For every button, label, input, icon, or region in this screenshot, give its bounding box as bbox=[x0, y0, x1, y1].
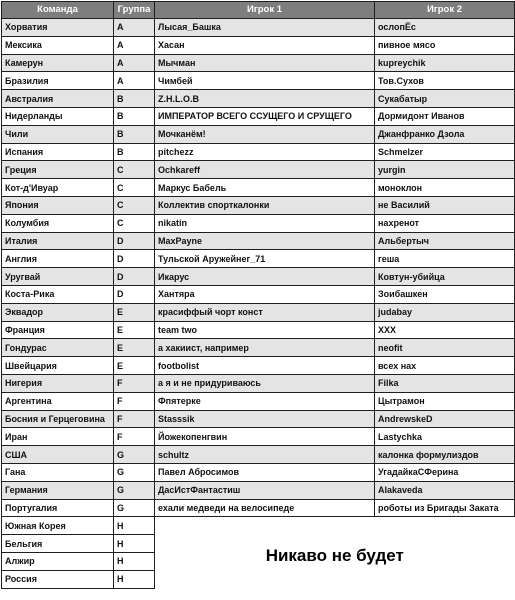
player2-cell: neofit bbox=[375, 339, 515, 357]
table-row bbox=[2, 36, 515, 54]
player1-cell: Stasssik bbox=[155, 410, 375, 428]
player2-cell: Schmelzer bbox=[375, 143, 515, 161]
team-cell: Эквадор bbox=[2, 303, 114, 321]
table-row bbox=[2, 481, 515, 499]
player2-cell: моноклон bbox=[375, 179, 515, 197]
team-cell: Кот-д'Ивуар bbox=[2, 179, 114, 197]
player2-cell: Alakaveda bbox=[375, 481, 515, 499]
group-cell: A bbox=[114, 54, 155, 72]
team-cell: Хорватия bbox=[2, 19, 114, 37]
player2-cell: Сукабатыр bbox=[375, 90, 515, 108]
group-cell: C bbox=[114, 179, 155, 197]
player1-cell: Коллектив спорткалонки bbox=[155, 196, 375, 214]
player2-cell: Джанфранко Дзола bbox=[375, 125, 515, 143]
player2-cell: judabay bbox=[375, 303, 515, 321]
table-row bbox=[2, 410, 515, 428]
team-cell: Колумбия bbox=[2, 214, 114, 232]
team-cell: Бельгия bbox=[2, 535, 114, 553]
group-cell: C bbox=[114, 214, 155, 232]
team-cell: Алжир bbox=[2, 552, 114, 570]
group-cell: F bbox=[114, 374, 155, 392]
player2-cell: всех нах bbox=[375, 357, 515, 375]
group-cell: H bbox=[114, 570, 155, 588]
team-cell: Греция bbox=[2, 161, 114, 179]
note-area bbox=[155, 517, 515, 588]
table-row bbox=[2, 214, 515, 232]
team-cell: Бразилия bbox=[2, 72, 114, 90]
player1-cell: Мочканём! bbox=[155, 125, 375, 143]
group-cell: G bbox=[114, 446, 155, 464]
player2-cell: Альбертыч bbox=[375, 232, 515, 250]
draw-table bbox=[1, 1, 515, 589]
team-cell: Англия bbox=[2, 250, 114, 268]
player2-cell: нахренот bbox=[375, 214, 515, 232]
player1-cell: Лысая_Башка bbox=[155, 19, 375, 37]
player1-cell: Мычман bbox=[155, 54, 375, 72]
table-row bbox=[2, 179, 515, 197]
team-cell: Нигерия bbox=[2, 374, 114, 392]
group-cell: E bbox=[114, 357, 155, 375]
note-text: Никаво не будет bbox=[265, 545, 404, 565]
table-row bbox=[2, 143, 515, 161]
player2-cell: yurgin bbox=[375, 161, 515, 179]
player1-cell: Чимбей bbox=[155, 72, 375, 90]
player1-cell: а я и не придуриваюсь bbox=[155, 374, 375, 392]
player1-cell: pitchezz bbox=[155, 143, 375, 161]
player2-cell: геша bbox=[375, 250, 515, 268]
table-row bbox=[2, 321, 515, 339]
player2-cell: Цытрамон bbox=[375, 392, 515, 410]
team-cell: Южная Корея bbox=[2, 517, 114, 535]
group-cell: C bbox=[114, 161, 155, 179]
table-row bbox=[2, 90, 515, 108]
player1-cell: ИМПЕРАТОР ВСЕГО ССУЩЕГО И СРУЩЕГО bbox=[155, 107, 375, 125]
player2-cell: Дормидонт Иванов bbox=[375, 107, 515, 125]
player2-cell: Lastychka bbox=[375, 428, 515, 446]
player1-cell: schultz bbox=[155, 446, 375, 464]
player2-cell: XXX bbox=[375, 321, 515, 339]
table-row bbox=[2, 19, 515, 37]
group-cell: E bbox=[114, 339, 155, 357]
group-cell: H bbox=[114, 535, 155, 553]
group-cell: D bbox=[114, 268, 155, 286]
team-cell: Аргентина bbox=[2, 392, 114, 410]
group-cell: F bbox=[114, 410, 155, 428]
table-row-group-h bbox=[2, 517, 515, 535]
group-cell: B bbox=[114, 107, 155, 125]
group-cell: G bbox=[114, 481, 155, 499]
team-cell: Япония bbox=[2, 196, 114, 214]
table-row bbox=[2, 161, 515, 179]
table-row bbox=[2, 107, 515, 125]
player1-cell: Фпятерке bbox=[155, 392, 375, 410]
player2-cell: AndrewskeD bbox=[375, 410, 515, 428]
group-cell: A bbox=[114, 19, 155, 37]
table-row bbox=[2, 268, 515, 286]
team-cell: США bbox=[2, 446, 114, 464]
group-cell: A bbox=[114, 72, 155, 90]
team-cell: Чили bbox=[2, 125, 114, 143]
player1-cell: MaxPayne bbox=[155, 232, 375, 250]
team-cell: Уругвай bbox=[2, 268, 114, 286]
team-cell: Франция bbox=[2, 321, 114, 339]
player1-cell: Павел Абросимов bbox=[155, 463, 375, 481]
table-row bbox=[2, 125, 515, 143]
player2-cell: роботы из Бригады Заката bbox=[375, 499, 515, 517]
player1-cell: ДасИстФантастиш bbox=[155, 481, 375, 499]
player1-cell: Хантяра bbox=[155, 285, 375, 303]
table-row bbox=[2, 285, 515, 303]
table-row bbox=[2, 196, 515, 214]
table-row bbox=[2, 232, 515, 250]
player1-cell: Икарус bbox=[155, 268, 375, 286]
table-row bbox=[2, 499, 515, 517]
table-row bbox=[2, 250, 515, 268]
team-cell: Босния и Герцеговина bbox=[2, 410, 114, 428]
group-cell: F bbox=[114, 392, 155, 410]
table-row bbox=[2, 428, 515, 446]
team-cell: Австралия bbox=[2, 90, 114, 108]
player2-cell: Ковтун-убийца bbox=[375, 268, 515, 286]
team-cell: Швейцария bbox=[2, 357, 114, 375]
team-cell: Коста-Рика bbox=[2, 285, 114, 303]
player1-cell: Маркус Бабель bbox=[155, 179, 375, 197]
group-cell: E bbox=[114, 303, 155, 321]
player2-cell: ослопЁс bbox=[375, 19, 515, 37]
header-player2: Игрок 2 bbox=[375, 2, 515, 19]
team-cell: Нидерланды bbox=[2, 107, 114, 125]
table-row bbox=[2, 339, 515, 357]
player2-cell: УгадайкаСФерина bbox=[375, 463, 515, 481]
team-cell: Гана bbox=[2, 463, 114, 481]
table-row bbox=[2, 72, 515, 90]
table-row bbox=[2, 392, 515, 410]
table-row bbox=[2, 374, 515, 392]
player1-cell: а хакиист, например bbox=[155, 339, 375, 357]
team-cell: Россия bbox=[2, 570, 114, 588]
header-team: Команда bbox=[2, 2, 114, 19]
player2-cell: пивное мясо bbox=[375, 36, 515, 54]
team-cell: Германия bbox=[2, 481, 114, 499]
player1-cell: team two bbox=[155, 321, 375, 339]
table-row bbox=[2, 357, 515, 375]
group-cell: D bbox=[114, 285, 155, 303]
group-cell: E bbox=[114, 321, 155, 339]
team-cell: Иран bbox=[2, 428, 114, 446]
table-row bbox=[2, 54, 515, 72]
group-cell: G bbox=[114, 499, 155, 517]
player1-cell: footbolist bbox=[155, 357, 375, 375]
group-cell: G bbox=[114, 463, 155, 481]
group-cell: B bbox=[114, 90, 155, 108]
group-cell: B bbox=[114, 125, 155, 143]
group-cell: C bbox=[114, 196, 155, 214]
player2-cell: не Василий bbox=[375, 196, 515, 214]
player2-cell: Зоибашкен bbox=[375, 285, 515, 303]
player1-cell: Z.H.L.O.B bbox=[155, 90, 375, 108]
table-row bbox=[2, 303, 515, 321]
header-row bbox=[2, 2, 515, 19]
group-cell: A bbox=[114, 36, 155, 54]
player1-cell: Ochkareff bbox=[155, 161, 375, 179]
table-body bbox=[2, 19, 515, 589]
team-cell: Мексика bbox=[2, 36, 114, 54]
group-cell: F bbox=[114, 428, 155, 446]
group-cell: B bbox=[114, 143, 155, 161]
team-cell: Италия bbox=[2, 232, 114, 250]
player1-cell: красиффый чорт конст bbox=[155, 303, 375, 321]
player2-cell: Тов.Сухов bbox=[375, 72, 515, 90]
table-row bbox=[2, 446, 515, 464]
team-cell: Испания bbox=[2, 143, 114, 161]
player2-cell: kupreychik bbox=[375, 54, 515, 72]
group-cell: H bbox=[114, 552, 155, 570]
team-cell: Португалия bbox=[2, 499, 114, 517]
player1-cell: Хасан bbox=[155, 36, 375, 54]
group-cell: D bbox=[114, 232, 155, 250]
player2-cell: калонка формулиздов bbox=[375, 446, 515, 464]
group-cell: D bbox=[114, 250, 155, 268]
team-cell: Камерун bbox=[2, 54, 114, 72]
player1-cell: Йожекопенгвин bbox=[155, 428, 375, 446]
team-cell: Гондурас bbox=[2, 339, 114, 357]
header-player1: Игрок 1 bbox=[155, 2, 375, 19]
player1-cell: nikatin bbox=[155, 214, 375, 232]
player1-cell: Тульской Аружейнег_71 bbox=[155, 250, 375, 268]
group-cell: H bbox=[114, 517, 155, 535]
header-group: Группа bbox=[114, 2, 155, 19]
player1-cell: ехали медведи на велосипеде bbox=[155, 499, 375, 517]
player2-cell: Filka bbox=[375, 374, 515, 392]
table-row bbox=[2, 463, 515, 481]
